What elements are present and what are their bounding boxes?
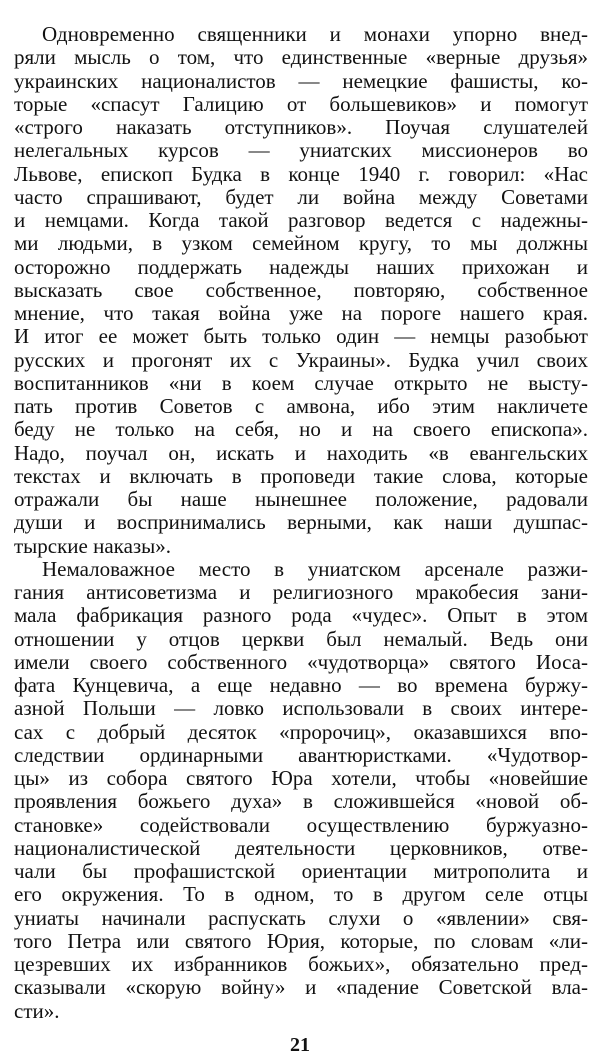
text-line: проявления божьего духа» в сложившейся «новой об- <box>14 789 588 814</box>
text-line: имели своего собственного «чудотворца» святого Иоса- <box>14 649 588 674</box>
text-line: беду не только на себя, но и на своего епископа». <box>14 417 588 442</box>
paragraph <box>14 23 588 558</box>
text-line: отражали бы наше нынешнее положение, радовали <box>14 487 588 511</box>
text-line: воспитанников «ни в коем случае открыто не высту- <box>14 370 588 395</box>
text-line: «строго наказать отступников». Поучая слушателей <box>14 115 588 139</box>
text-line: текстах и включать в проповеди такие слова, которые <box>14 463 588 488</box>
text-line: и немцами. Когда такой разговор ведется с надежны- <box>14 208 588 232</box>
body-text <box>14 23 588 1023</box>
text-line: ми людьми, в узком семейном кругу, то мы должны <box>14 231 588 256</box>
text-line: Немаловажное место в униатском арсенале разжи- <box>42 556 588 581</box>
text-line: чали бы профашистской ориентации митрополита и <box>14 859 588 883</box>
text-line: И итог ее может быть только один — немцы разобьют <box>14 324 588 349</box>
text-line: азной Польши — ловко использовали в своих интере- <box>14 696 588 721</box>
text-line: торые «спасут Галицию от большевиков» и помогут <box>14 91 588 116</box>
text-line: тырские наказы». <box>14 533 172 558</box>
text-line: мала фабрикация разного рода «чудес». Опыт в этом <box>14 603 588 628</box>
text-line: того Петра или святого Юрия, которые, по словам «ли- <box>14 928 588 953</box>
text-line: ряли мысль о том, что единственные «верные друзья» <box>14 45 588 70</box>
text-line: отношении у отцов церкви был немалый. Ведь они <box>14 626 588 651</box>
text-line: сах с добрый десяток «пророчиц», оказавшихся впо- <box>14 719 588 744</box>
text-line: украинских националистов — немецкие фашисты, ко- <box>14 68 588 93</box>
text-line: Надо, поучал он, искать и находить «в евангельских <box>14 440 588 465</box>
text-line: души и воспринимались верными, как наши душпас- <box>14 510 588 535</box>
text-line: часто спрашивают, будет ли война между Советами <box>14 184 588 209</box>
text-line: сти». <box>14 998 60 1023</box>
text-line: униаты начинали распускать слухи о «явлении» свя- <box>14 905 588 930</box>
text-line: Львове, епископ Будка в конце 1940 г. говорил: «Нас <box>14 161 588 186</box>
text-line: цы» из собора святого Юра хотели, чтобы «новейшие <box>14 766 588 790</box>
text-line: осторожно поддержать надежды наших прихожан и <box>14 254 588 279</box>
text-line: следствии ординарными авантюристками. «Чудотвор- <box>14 742 588 767</box>
text-line: высказать свое собственное, повторяю, собственное <box>14 277 588 302</box>
text-line: мнение, что такая война уже на пороге нашего края. <box>14 301 588 325</box>
text-line: нелегальных курсов — униатских миссионеров во <box>14 138 588 163</box>
page-number: 21 <box>290 1034 310 1056</box>
text-line: Одновременно священники и монахи упорно внед- <box>42 22 588 46</box>
text-line: русских и прогонят их с Украины». Будка учил своих <box>14 347 588 372</box>
text-line: гания антисоветизма и религиозного мракобесия зани- <box>14 580 588 604</box>
text-line: становке» содействовали осуществлению буржуазно- <box>14 812 588 837</box>
paragraph <box>14 558 588 1023</box>
text-line: националистической деятельности церковников, отве- <box>14 835 588 860</box>
text-line: фата Кунцевича, а еще недавно — во времена буржу- <box>14 673 588 697</box>
text-line: пать против Советов с амвона, ибо этим накличете <box>14 394 588 418</box>
text-line: сказывали «скорую войну» и «падение Советской вла- <box>14 975 588 1000</box>
text-line: цезревших их избранников божьих», обязательно пред- <box>14 952 588 976</box>
text-line: его окружения. То в одном, то в другом селе отцы <box>14 882 588 907</box>
